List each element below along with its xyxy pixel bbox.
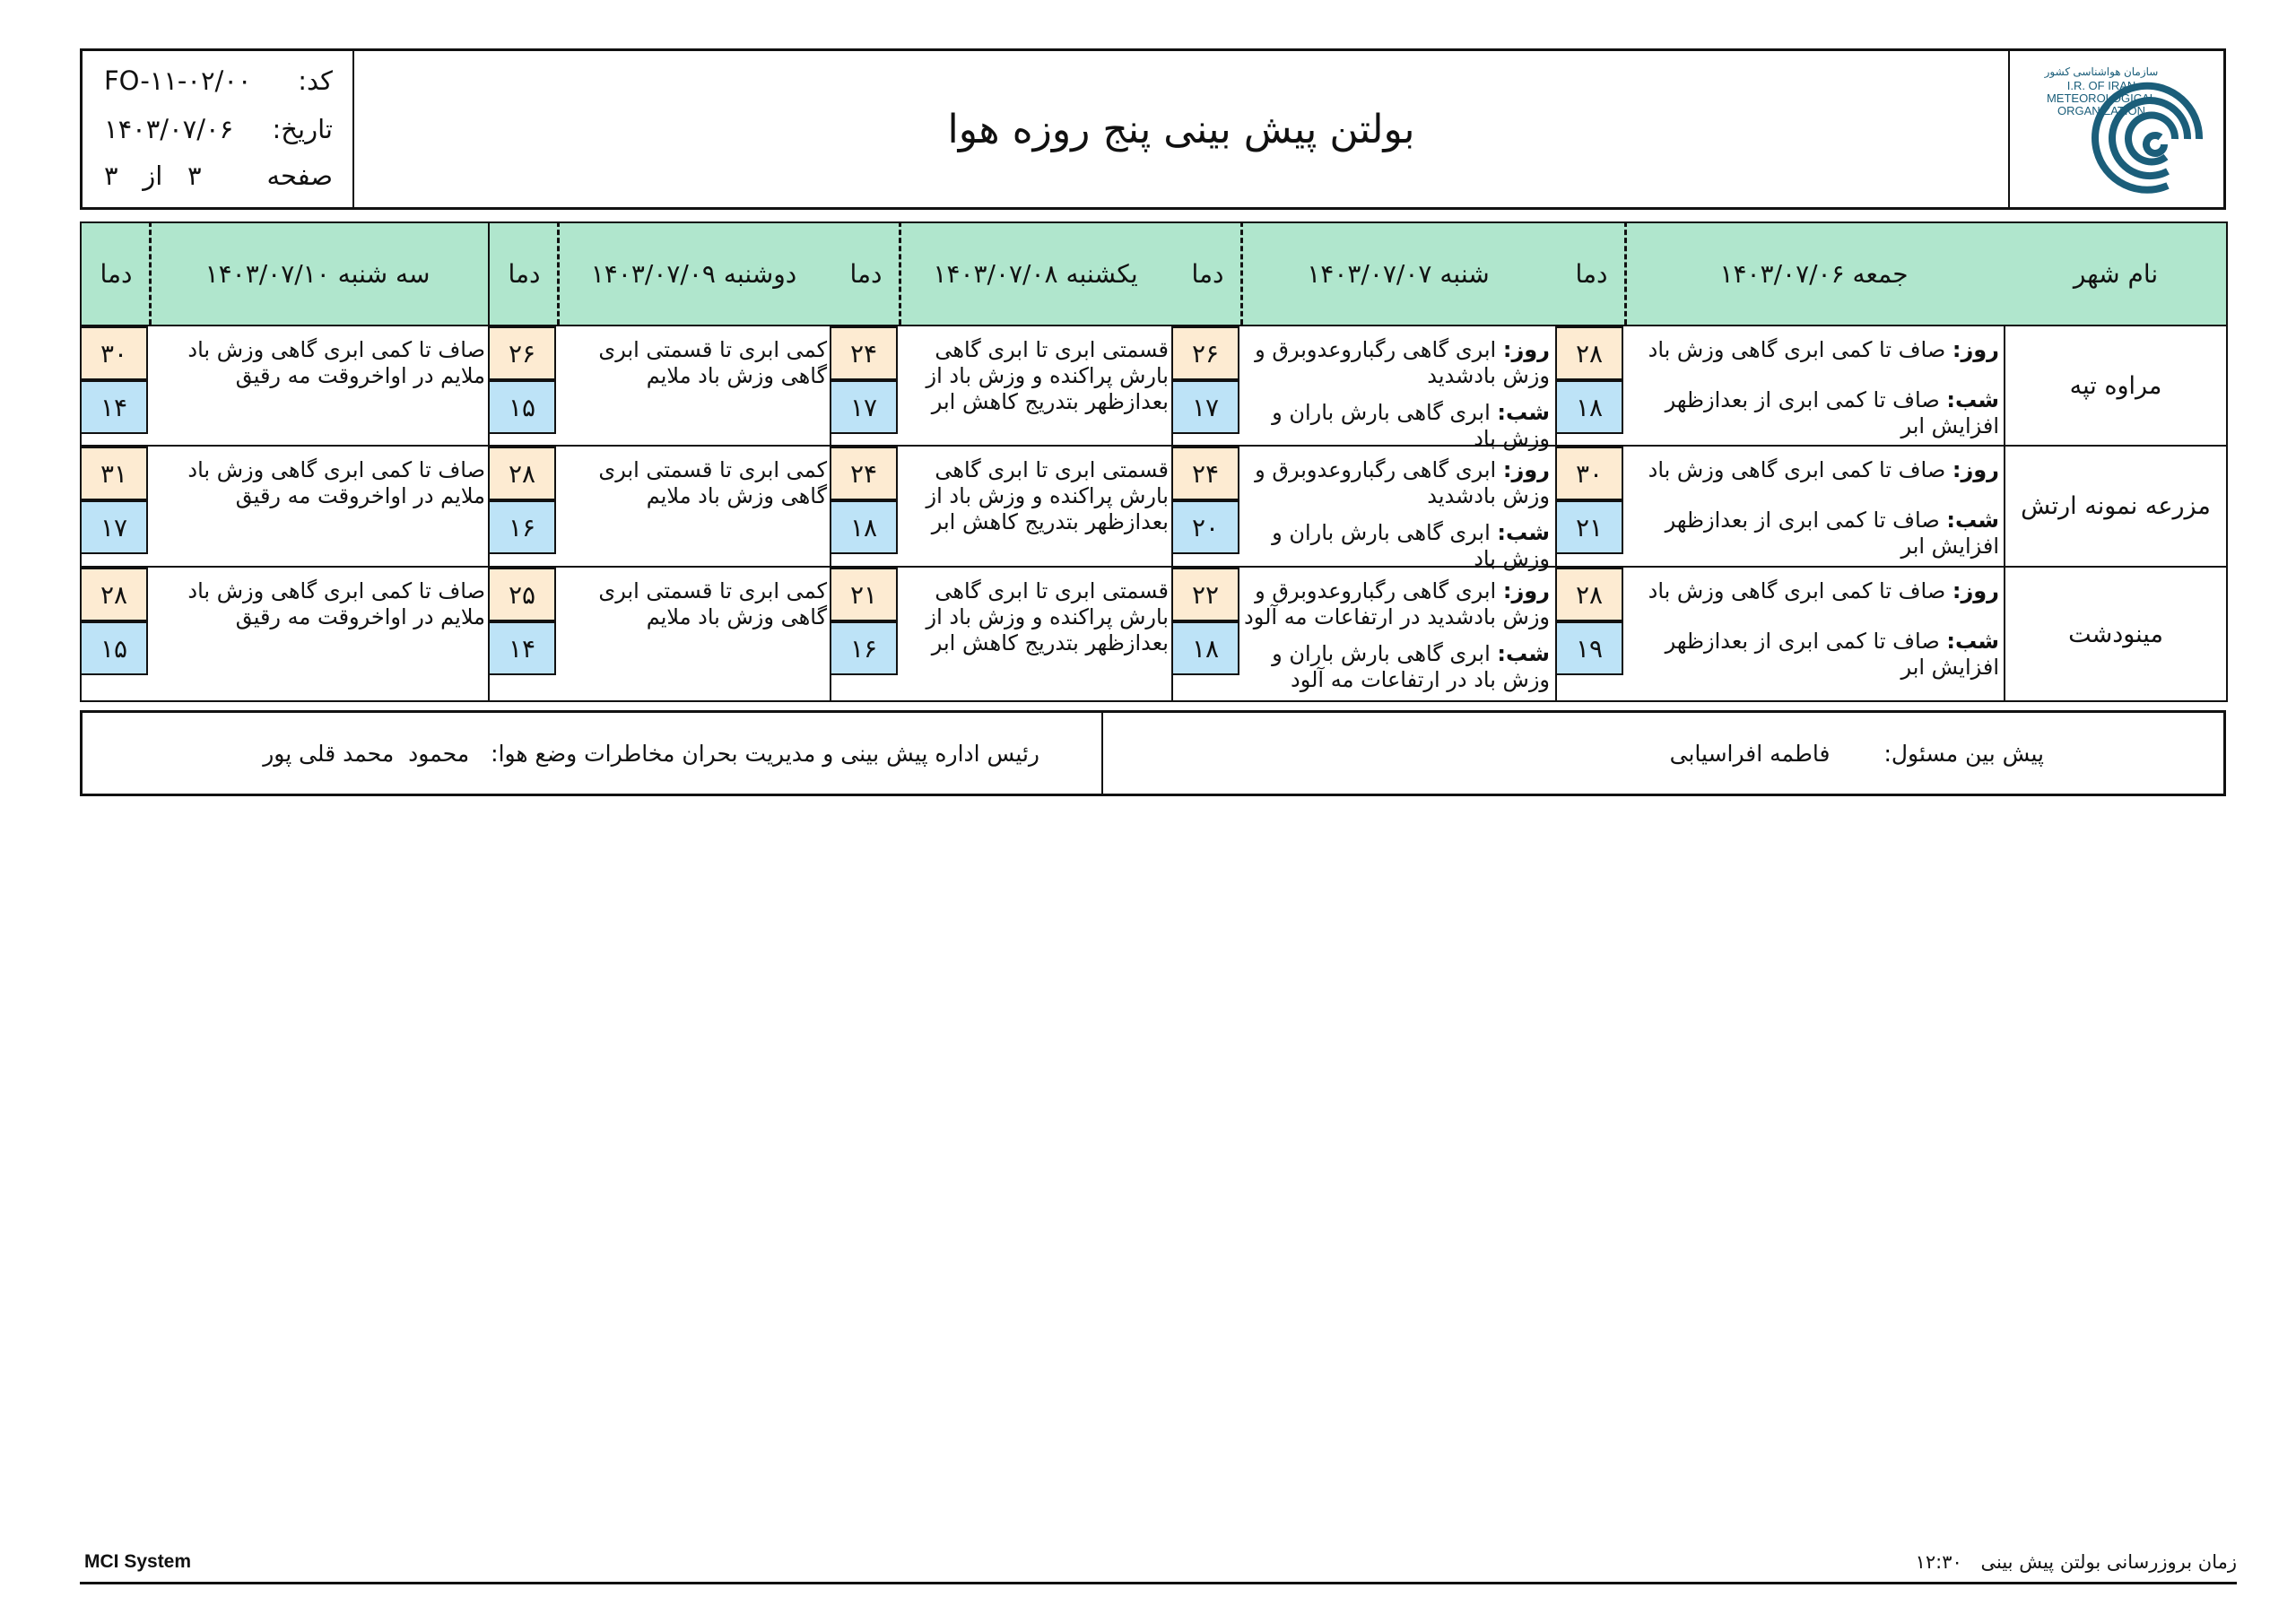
max-temp: ۳۱: [80, 447, 148, 500]
day-label: روز:: [1952, 337, 1999, 362]
forecast-table: [80, 221, 2228, 702]
day5-date: سه شنبه ۱۴۰۳/۰۷/۱۰: [204, 259, 430, 289]
day-description: صاف تا کمی ابری گاهی وزش باد: [1648, 337, 1946, 362]
forecast-day-text: [1243, 337, 1550, 389]
max-temp: ۲۱: [830, 568, 898, 621]
forecast-night-text: [1627, 508, 1999, 560]
forecast-day-text: [1243, 578, 1550, 630]
day3-temp-header: دما: [849, 259, 883, 289]
min-temp: ۱۸: [1555, 380, 1623, 434]
night-description: صاف تا کمی ابری از بعدازظهر افزایش ابر: [1665, 387, 1999, 438]
code-label: کد:: [298, 65, 333, 96]
header-divider: [899, 221, 901, 325]
footer-rule: [80, 1582, 2237, 1584]
city-column-header: نام شهر: [2004, 221, 2228, 326]
update-label: زمان بروزرسانی بولتن پیش بینی: [1980, 1551, 2237, 1573]
forecast-night-text: [1243, 400, 1550, 452]
min-temp: ۱۷: [830, 380, 898, 434]
day2-header: [1171, 221, 1557, 326]
max-temp: ۲۶: [1171, 326, 1239, 380]
forecaster-label: پیش بین مسئول:: [1883, 740, 2044, 767]
head-field: [263, 713, 1039, 794]
day-label: روز:: [1502, 337, 1550, 362]
night-label: شب:: [1497, 641, 1550, 666]
day-description: ابری گاهی رگباروعدوبرق و وزش بادشدید: [1255, 457, 1550, 508]
max-temp: ۲۲: [1171, 568, 1239, 621]
forecast-text: کمی ابری تا قسمتی ابری گاهی وزش باد ملایم: [598, 578, 827, 629]
forecast-day-text: [1243, 457, 1550, 509]
day-label: روز:: [1952, 578, 1999, 603]
min-temp: ۱۷: [1171, 380, 1239, 434]
grid-line: [80, 700, 2228, 702]
forecaster-name: فاطمه افراسیابی: [1669, 740, 1831, 767]
max-temp: ۲۵: [488, 568, 556, 621]
night-description: صاف تا کمی ابری از بعدازظهر افزایش ابر: [1665, 508, 1999, 559]
day-label: روز:: [1502, 457, 1550, 482]
max-temp: ۲۸: [488, 447, 556, 500]
day3-date: یکشنبه ۱۴۰۳/۰۷/۰۸: [933, 259, 1138, 289]
day-label: روز:: [1502, 578, 1550, 603]
forecast-text: قسمتی ابری تا ابری گاهی بارش پراکنده و وزش باد از بعدازظهر بتدریج کاهش ابر: [926, 578, 1169, 655]
day5-temp-header: دما: [100, 259, 133, 289]
max-temp: ۲۴: [830, 447, 898, 500]
city-name: مراوه تپه: [2069, 371, 2162, 400]
day3-header: [830, 221, 1173, 326]
signature-divider: [1101, 713, 1103, 794]
night-label: شب:: [1497, 520, 1550, 545]
min-temp: ۱۴: [488, 621, 556, 675]
forecast-night-text: [1627, 387, 1999, 439]
head-name: محمود محمد قلی پور: [263, 740, 470, 767]
header-divider: [149, 221, 152, 325]
min-temp: ۱۴: [80, 380, 148, 434]
max-temp: ۲۸: [1555, 568, 1623, 621]
day-description: ابری گاهی رگباروعدوبرق و وزش بادشدید در ارتفاعات مه آلود: [1244, 578, 1550, 629]
forecaster-field: [1670, 713, 2044, 794]
day-label: روز:: [1952, 457, 1999, 482]
forecast-text: صاف تا کمی ابری گاهی وزش باد ملایم در اواخروقت مه رقیق: [187, 457, 485, 508]
day1-temp-header: دما: [1575, 259, 1608, 289]
grid-line: [80, 445, 2228, 447]
code-row: [104, 65, 333, 96]
day2-temp-header: دما: [1191, 259, 1224, 289]
day-description: صاف تا کمی ابری گاهی وزش باد: [1648, 578, 1946, 603]
min-temp: ۱۸: [830, 500, 898, 554]
page-label: صفحه: [266, 161, 333, 191]
logo: [2008, 51, 2223, 207]
night-label: شب:: [1946, 387, 1999, 412]
min-temp: ۱۵: [80, 621, 148, 675]
page-value: ۳ از ۳: [104, 161, 202, 191]
date-row: [104, 114, 333, 144]
header-divider: [1624, 221, 1627, 325]
night-description: ابری گاهی بارش باران و وزش باد: [1272, 400, 1550, 451]
system-name: MCI System: [84, 1551, 192, 1572]
grid-line: [2226, 325, 2228, 702]
min-temp: ۱۶: [830, 621, 898, 675]
update-time: [1916, 1551, 2237, 1573]
update-time-value: ۱۲:۳۰: [1915, 1551, 1962, 1573]
forecast-night-text: [1243, 641, 1550, 693]
day2-date: شنبه ۱۴۰۳/۰۷/۰۷: [1307, 259, 1490, 289]
day4-temp-header: دما: [508, 259, 541, 289]
night-description: ابری گاهی بارش باران و وزش باد: [1272, 520, 1550, 571]
min-temp: ۱۷: [80, 500, 148, 554]
signature-box: [80, 710, 2226, 796]
forecast-night-text: [1627, 629, 1999, 681]
day-description: ابری گاهی رگباروعدوبرق و وزش بادشدید: [1255, 337, 1550, 388]
city-name: مزرعه نمونه ارتش: [2021, 492, 2211, 520]
logo-text-2: METEOROLOGICAL: [2046, 91, 2157, 105]
date-value: ۱۴۰۳/۰۷/۰۶: [104, 114, 234, 144]
grid-line: [80, 566, 2228, 568]
min-temp: ۲۱: [1555, 500, 1623, 554]
logo-text-1: I.R. OF IRAN: [2066, 79, 2136, 92]
city-name: مینودشت: [2068, 620, 2163, 648]
night-label: شب:: [1946, 508, 1999, 533]
forecast-text: کمی ابری تا قسمتی ابری گاهی وزش باد ملایم: [598, 337, 827, 388]
night-label: شب:: [1946, 629, 1999, 654]
max-temp: ۲۸: [1555, 326, 1623, 380]
max-temp: ۲۴: [1171, 447, 1239, 500]
min-temp: ۲۰: [1171, 500, 1239, 554]
forecast-text: قسمتی ابری تا ابری گاهی بارش پراکنده و وزش باد از بعدازظهر بتدریج کاهش ابر: [926, 457, 1169, 534]
day1-date: جمعه ۱۴۰۳/۰۷/۰۶: [1719, 259, 1909, 289]
night-label: شب:: [1497, 400, 1550, 425]
max-temp: ۲۶: [488, 326, 556, 380]
max-temp: ۳۰: [80, 326, 148, 380]
page-row: [104, 161, 333, 191]
header-divider: [557, 221, 560, 325]
logo-text-fa: سازمان هواشناسی کشور: [2044, 65, 2159, 78]
day5-header: [80, 221, 490, 326]
header-divider: [1240, 221, 1243, 325]
forecast-text: صاف تا کمی ابری گاهی وزش باد ملایم در اواخروقت مه رقیق: [187, 337, 485, 388]
page-title: بولتن پیش بینی پنج روزه هوا: [947, 106, 1415, 152]
date-label: تاریخ:: [272, 114, 333, 144]
min-temp: ۱۶: [488, 500, 556, 554]
forecast-day-text: [1627, 578, 1999, 604]
bulletin-header: [80, 48, 2226, 210]
forecast-text: صاف تا کمی ابری گاهی وزش باد ملایم در اواخروقت مه رقیق: [187, 578, 485, 629]
day1-header: [1555, 221, 2005, 326]
document-meta: [83, 51, 354, 207]
forecast-text: قسمتی ابری تا ابری گاهی بارش پراکنده و وزش باد از بعدازظهر بتدریج کاهش ابر: [926, 337, 1169, 414]
forecast-day-text: [1627, 457, 1999, 483]
night-description: ابری گاهی بارش باران و وزش باد در ارتفاعات مه آلود: [1272, 641, 1550, 692]
day4-date: دوشنبه ۱۴۰۳/۰۷/۰۹: [590, 259, 797, 289]
night-description: صاف تا کمی ابری از بعدازظهر افزایش ابر: [1665, 629, 1999, 680]
min-temp: ۱۵: [488, 380, 556, 434]
max-temp: ۲۴: [830, 326, 898, 380]
logo-text-3: ORGANIZATION: [2057, 104, 2145, 117]
max-temp: ۳۰: [1555, 447, 1623, 500]
day4-header: [488, 221, 831, 326]
head-label: رئیس اداره پیش بینی و مدیریت بحران مخاطرات وضع هوا:: [491, 740, 1039, 767]
code-value: FO-۱۱-۰۲/۰۰: [104, 65, 252, 96]
forecast-day-text: [1627, 337, 1999, 363]
min-temp: ۱۹: [1555, 621, 1623, 675]
forecast-night-text: [1243, 520, 1550, 572]
max-temp: ۲۸: [80, 568, 148, 621]
forecast-text: کمی ابری تا قسمتی ابری گاهی وزش باد ملایم: [598, 457, 827, 508]
day-description: صاف تا کمی ابری گاهی وزش باد: [1648, 457, 1946, 482]
min-temp: ۱۸: [1171, 621, 1239, 675]
